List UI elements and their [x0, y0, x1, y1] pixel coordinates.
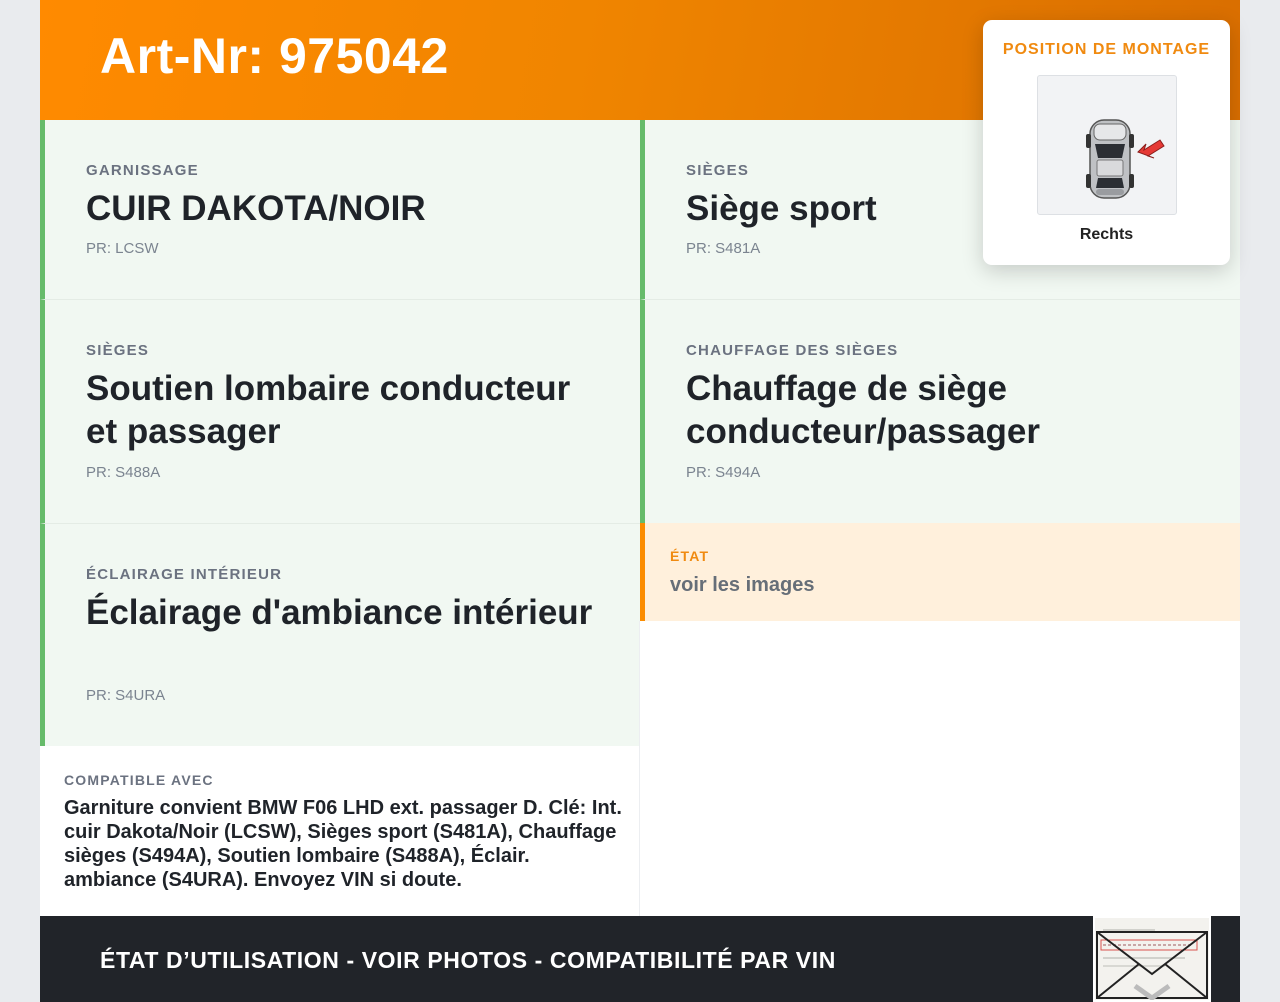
spec-pr-code: PR: S481A [686, 240, 761, 257]
spec-value: Soutien lombaire conducteur et passager [86, 369, 571, 451]
spec-label: CHAUFFAGE DES SIÈGES [686, 342, 899, 359]
spec-pr-code: PR: LCSW [86, 240, 159, 257]
spec-pr-code: PR: S488A [86, 464, 161, 481]
condition-value: voir les images [670, 574, 815, 596]
mounting-position-image [1037, 75, 1177, 215]
spec-cell-interior-lighting [40, 524, 640, 747]
spec-cell-seat-heating [640, 300, 1240, 524]
spec-pr-code: PR: S4URA [86, 687, 166, 704]
mounting-side-label: Rechts [1079, 226, 1134, 243]
spec-label: SIÈGES [86, 342, 150, 359]
spec-value: CUIR DAKOTA/NOIR [86, 189, 426, 228]
compatibility-box [40, 746, 640, 916]
envelope-icon [1095, 918, 1209, 1000]
spec-value: Chauffage de siège conducteur/passager [686, 369, 1040, 451]
compatibility-label: COMPATIBLE AVEC [64, 772, 214, 788]
compatibility-text: Garniture convient BMW F06 LHD ext. passager D. Clé: Int. cuir Dakota/Noir (LCSW), Sièges sport (S481A), Chauffage sièges (S494A), Soutien lombaire (S488A), Éclair. ambiance (S4URA). Envoyez VIN si doute. [64, 797, 622, 891]
spec-cell-lumbar [40, 300, 640, 524]
article-number-title: Art-Nr: 975042 [100, 28, 449, 84]
spec-label: GARNISSAGE [86, 162, 199, 179]
arrow-indicator-icon [1138, 140, 1164, 158]
spec-value: Éclairage d'ambiance intérieur [86, 593, 593, 632]
mounting-position-popup [983, 20, 1230, 265]
condition-box [640, 523, 1240, 621]
footer-bar [40, 916, 1240, 1002]
spec-pr-code: PR: S494A [686, 464, 761, 481]
footer-text: ÉTAT D’UTILISATION - VOIR PHOTOS - COMPATIBILITÉ PAR VIN [100, 947, 836, 973]
document-stamp-thumbnail [1093, 916, 1211, 1002]
spec-label: ÉCLAIRAGE INTÉRIEUR [86, 566, 283, 583]
car-top-view-icon [1038, 76, 1176, 214]
spec-cell-upholstery [40, 120, 640, 300]
spec-label: SIÈGES [686, 162, 750, 179]
mounting-position-title: POSITION DE MONTAGE [1002, 41, 1211, 58]
spec-value: Siège sport [686, 189, 877, 228]
condition-label: ÉTAT [670, 548, 710, 564]
